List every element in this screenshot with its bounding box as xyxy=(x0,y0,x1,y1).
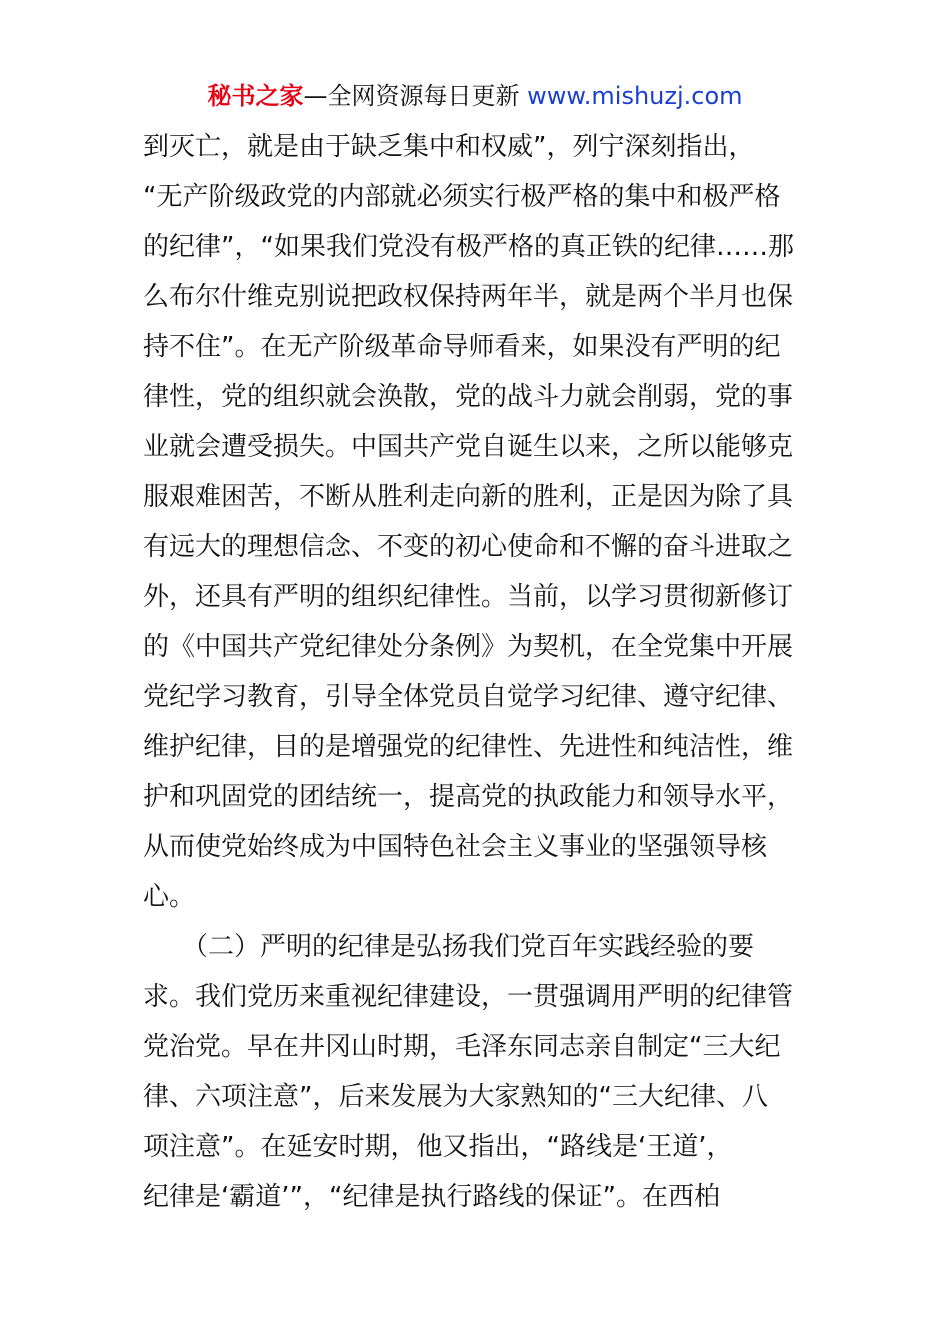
text-line: 律性，党的组织就会涣散，党的战斗力就会削弱，党的事 xyxy=(143,382,794,412)
text-line: 持不住”。在无产阶级革命导师看来，如果没有严明的纪 xyxy=(143,332,781,362)
text-line: 维护纪律，目的是增强党的纪律性、先进性和纯洁性，维 xyxy=(143,732,794,762)
text-line: 么布尔什维克别说把政权保持两年半，就是两个半月也保 xyxy=(143,282,794,312)
text-line: 纪律是‘霸道’”，“纪律是执行路线的保证”。在西柏 xyxy=(143,1182,720,1212)
text-line: 有远大的理想信念、不变的初心使命和不懈的奋斗进取之 xyxy=(143,532,794,562)
text-line: 从而使党始终成为中国特色社会主义事业的坚强领导核 xyxy=(143,832,768,862)
text-line: 求。我们党历来重视纪律建设，一贯强调用严明的纪律管 xyxy=(143,982,794,1012)
text-line: 的纪律”，“如果我们党没有极严格的真正铁的纪律……那 xyxy=(143,232,794,262)
text-line: 党纪学习教育，引导全体党员自觉学习纪律、遵守纪律、 xyxy=(143,682,794,712)
site-url-link[interactable]: www.mishuzj.com xyxy=(527,82,743,110)
site-header xyxy=(0,80,950,112)
text-line: 律、六项注意”，后来发展为大家熟知的“三大纪律、八 xyxy=(143,1082,768,1112)
text-line: 业就会遭受损失。中国共产党自诞生以来，之所以能够克 xyxy=(143,432,794,462)
text-line: 的《中国共产党纪律处分条例》为契机，在全党集中开展 xyxy=(143,632,794,662)
text-line: 外，还具有严明的组织纪律性。当前，以学习贯彻新修订 xyxy=(143,582,794,612)
text-line: 党治党。早在井冈山时期，毛泽东同志亲自制定“三大纪 xyxy=(143,1032,781,1062)
site-tagline: —全网资源每日更新 xyxy=(303,82,520,110)
text-line: 服艰难困苦，不断从胜利走向新的胜利，正是因为除了具 xyxy=(143,482,794,512)
text-line: 项注意”。在延安时期，他又指出，“路线是‘王道’， xyxy=(143,1132,733,1162)
document-body xyxy=(143,122,813,1222)
text-line: 护和巩固党的团结统一，提高党的执政能力和领导水平， xyxy=(143,782,794,812)
section-heading-line: （二）严明的纪律是弘扬我们党百年实践经验的要 xyxy=(143,932,755,962)
site-brand: 秘书之家 xyxy=(207,82,304,110)
text-line: 心。 xyxy=(143,882,196,912)
text-line: “无产阶级政党的内部就必须实行极严格的集中和极严格 xyxy=(143,182,781,212)
text-line: 到灭亡，就是由于缺乏集中和权威”，列宁深刻指出， xyxy=(143,132,755,162)
